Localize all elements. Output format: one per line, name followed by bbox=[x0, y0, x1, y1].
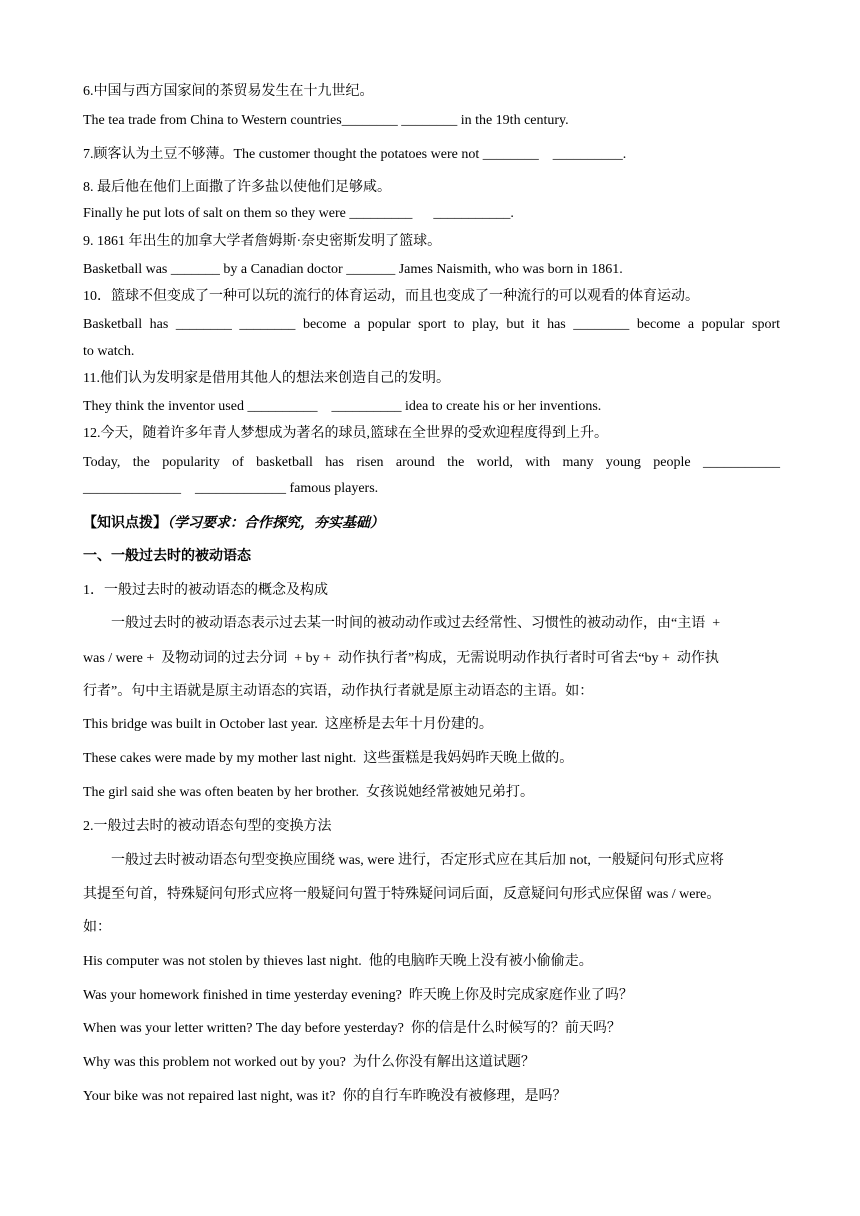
item-12-chinese: 12.今天，随着许多年青人梦想成为著名的球员,篮球在全世界的受欢迎程度得到上升。 bbox=[83, 426, 608, 441]
point-2-para-line3: 如： bbox=[83, 920, 111, 935]
item-7-line: 7.顾客认为土豆不够薄。The customer thought the potatoes were not ________ __________. bbox=[83, 147, 627, 162]
item-11-chinese: 11.他们认为发明家是借用其他人的想法来创造自己的发明。 bbox=[83, 371, 450, 386]
section-heading-requirement: （学习要求：合作探究，夯实基础） bbox=[167, 516, 384, 531]
point-1-para-line1: 一般过去时的被动语态表示过去某一时间的被动动作或过去经常性、习惯性的被动动作，由“主语 + bbox=[111, 616, 721, 631]
item-8-chinese: 8. 最后他在他们上面撒了许多盐以使他们足够咸。 bbox=[83, 180, 391, 195]
point-2-para-line1: 一般过去时被动语态句型变换应围绕 was, were 进行，否定形式应在其后加 not, 一般疑问句形式应将 bbox=[111, 853, 724, 868]
example-sentence: When was your letter written? The day before yesterday? 你的信是什么时候写的？前天吗？ bbox=[83, 1021, 621, 1036]
subsection-1-title: 一、一般过去时的被动语态 bbox=[83, 549, 251, 564]
item-6-chinese: 6.中国与西方国家间的茶贸易发生在十九世纪。 bbox=[83, 84, 374, 99]
example-sentence: Your bike was not repaired last night, was it? 你的自行车昨晚没有被修理，是吗？ bbox=[83, 1089, 567, 1104]
section-heading-title: 【知识点拨】 bbox=[83, 516, 167, 531]
item-9-english: Basketball was _______ by a Canadian doctor _______ James Naismith, who was born in 1861. bbox=[83, 262, 623, 277]
point-1-para-line3: 行者”。句中主语就是原主动语态的宾语，动作执行者就是原主动语态的主语。如： bbox=[83, 684, 594, 699]
example-sentence: These cakes were made by my mother last night. 这些蛋糕是我妈妈昨天晚上做的。 bbox=[83, 751, 574, 766]
item-8-english: Finally he put lots of salt on them so they were _________ ___________. bbox=[83, 206, 514, 221]
item-12-english-line2: ______________ _____________ famous players. bbox=[83, 481, 379, 496]
item-10-english-line1: Basketball has ________ ________ become a popular sport to play, but it has ________ become a popular sport bbox=[83, 317, 780, 332]
point-1-para-line2: was / were + 及物动词的过去分词 + by + 动作执行者”构成，无需说明动作执行者时可省去“by + 动作执 bbox=[83, 651, 719, 666]
item-9-chinese: 9. 1861 年出生的加拿大学者詹姆斯·奈史密斯发明了篮球。 bbox=[83, 234, 442, 249]
item-6-english: The tea trade from China to Western countries________ ________ in the 19th century. bbox=[83, 113, 569, 128]
example-sentence: This bridge was built in October last year. 这座桥是去年十月份建的。 bbox=[83, 717, 493, 732]
point-1-title: 1．一般过去时的被动语态的概念及构成 bbox=[83, 583, 328, 598]
point-2-para-line2: 其提至句首，特殊疑问句形式应将一般疑问句置于特殊疑问词后面，反意疑问句形式应保留 was / were。 bbox=[83, 887, 721, 902]
example-sentence: The girl said she was often beaten by her brother. 女孩说她经常被她兄弟打。 bbox=[83, 785, 535, 800]
example-sentence: His computer was not stolen by thieves last night. 他的电脑昨天晚上没有被小偷偷走。 bbox=[83, 954, 593, 969]
item-11-english: They think the inventor used __________ __________ idea to create his or her inventions. bbox=[83, 399, 602, 414]
point-2-title: 2.一般过去时的被动语态句型的变换方法 bbox=[83, 819, 332, 834]
example-sentence: Why was this problem not worked out by you? 为什么你没有解出这道试题？ bbox=[83, 1055, 535, 1070]
item-12-english-line1: Today, the popularity of basketball has risen around the world, with many young people ___________ bbox=[83, 455, 780, 470]
example-sentence: Was your homework finished in time yesterday evening? 昨天晚上你及时完成家庭作业了吗？ bbox=[83, 988, 633, 1003]
section-heading bbox=[83, 515, 780, 533]
item-10-english-line2: to watch. bbox=[83, 344, 135, 359]
item-10-chinese: 10．篮球不但变成了一种可以玩的流行的体育运动，而且也变成了一种流行的可以观看的体育运动。 bbox=[83, 289, 699, 304]
